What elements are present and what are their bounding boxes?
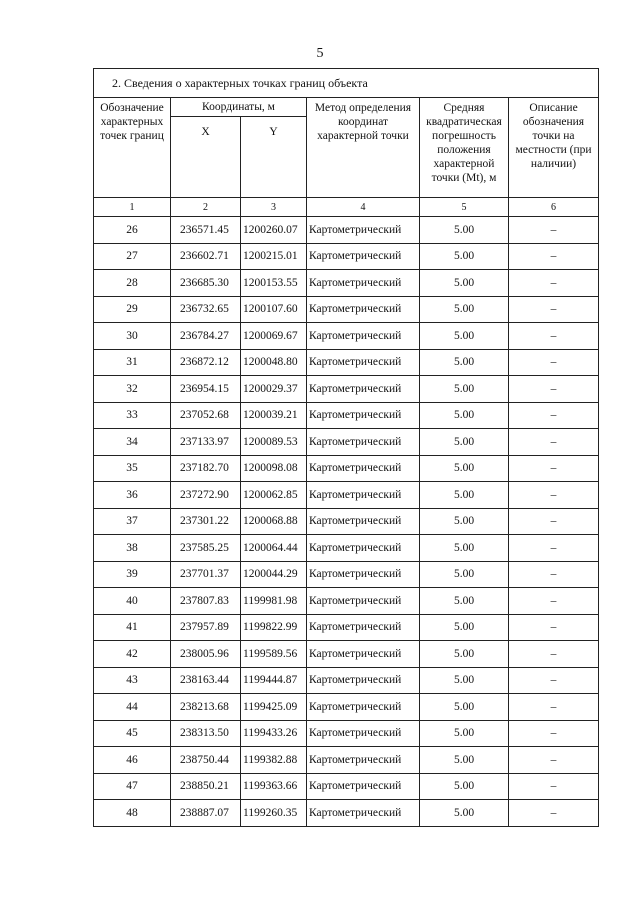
accuracy-cell: 5.00 [420,667,509,694]
column-number: 4 [307,198,420,217]
coord-x: 237301.22 [171,508,241,535]
point-id: 28 [94,270,171,297]
method-cell: Картометрический [307,773,420,800]
coord-y: 1199260.35 [241,800,307,827]
header-designation: Обозначение характерных точек границ [94,98,171,198]
coord-x: 236784.27 [171,323,241,350]
method-cell: Картометрический [307,561,420,588]
method-cell: Картометрический [307,455,420,482]
method-cell: Картометрический [307,402,420,429]
description-cell: – [509,588,599,615]
table-row [94,614,599,641]
coord-x: 236602.71 [171,243,241,270]
coord-y: 1200098.08 [241,455,307,482]
coord-y: 1200068.88 [241,508,307,535]
column-number: 1 [94,198,171,217]
coord-x: 238313.50 [171,720,241,747]
point-id: 33 [94,402,171,429]
accuracy-cell: 5.00 [420,217,509,244]
point-id: 27 [94,243,171,270]
description-cell: – [509,773,599,800]
header-coordinates: Координаты, м [171,98,307,117]
table-row [94,376,599,403]
coord-y: 1199433.26 [241,720,307,747]
accuracy-cell: 5.00 [420,747,509,774]
table-row [94,800,599,827]
coord-x: 238750.44 [171,747,241,774]
description-cell: – [509,455,599,482]
point-id: 35 [94,455,171,482]
table-row [94,402,599,429]
description-cell: – [509,349,599,376]
page-number: 5 [316,46,324,61]
coord-y: 1200029.37 [241,376,307,403]
table-row [94,323,599,350]
accuracy-cell: 5.00 [420,720,509,747]
coord-y: 1200260.07 [241,217,307,244]
table-row [94,455,599,482]
coord-y: 1200153.55 [241,270,307,297]
method-cell: Картометрический [307,508,420,535]
accuracy-cell: 5.00 [420,694,509,721]
method-cell: Картометрический [307,667,420,694]
method-cell: Картометрический [307,720,420,747]
coord-x: 237585.25 [171,535,241,562]
coord-y: 1199382.88 [241,747,307,774]
header-x: X [171,117,241,198]
accuracy-cell: 5.00 [420,349,509,376]
method-cell: Картометрический [307,747,420,774]
accuracy-cell: 5.00 [420,641,509,668]
point-id: 38 [94,535,171,562]
description-cell: – [509,429,599,456]
accuracy-cell: 5.00 [420,773,509,800]
description-cell: – [509,720,599,747]
table-row [94,296,599,323]
point-id: 30 [94,323,171,350]
point-id: 29 [94,296,171,323]
table-row [94,694,599,721]
coord-y: 1199822.99 [241,614,307,641]
description-cell: – [509,694,599,721]
coord-x: 238887.07 [171,800,241,827]
point-id: 40 [94,588,171,615]
coord-x: 236685.30 [171,270,241,297]
point-id: 32 [94,376,171,403]
method-cell: Картометрический [307,376,420,403]
point-id: 48 [94,800,171,827]
accuracy-cell: 5.00 [420,535,509,562]
accuracy-cell: 5.00 [420,588,509,615]
table-row [94,270,599,297]
accuracy-cell: 5.00 [420,243,509,270]
coord-y: 1200048.80 [241,349,307,376]
table-row [94,773,599,800]
table-row [94,641,599,668]
table-row [94,747,599,774]
accuracy-cell: 5.00 [420,296,509,323]
description-cell: – [509,614,599,641]
coord-y: 1200044.29 [241,561,307,588]
method-cell: Картометрический [307,614,420,641]
column-number: 6 [509,198,599,217]
table-row [94,508,599,535]
accuracy-cell: 5.00 [420,508,509,535]
coord-x: 237272.90 [171,482,241,509]
table-row [94,243,599,270]
description-cell: – [509,800,599,827]
point-id: 43 [94,667,171,694]
column-number: 2 [171,198,241,217]
column-number: 5 [420,198,509,217]
coord-y: 1199589.56 [241,641,307,668]
accuracy-cell: 5.00 [420,561,509,588]
header-accuracy: Средняя квадратическая погрешность положения характерной точки (Mt), м [420,98,509,198]
point-id: 46 [94,747,171,774]
column-number-row [94,198,599,217]
method-cell: Картометрический [307,323,420,350]
coord-x: 238163.44 [171,667,241,694]
section-title-row [94,69,599,98]
point-id: 41 [94,614,171,641]
description-cell: – [509,270,599,297]
table-row [94,217,599,244]
boundary-points-table [93,68,599,827]
accuracy-cell: 5.00 [420,402,509,429]
point-id: 42 [94,641,171,668]
coord-x: 237957.89 [171,614,241,641]
header-row [94,98,599,117]
header-description: Описание обозначения точки на местности (при наличии) [509,98,599,198]
points-table-body [94,217,599,827]
coord-y: 1200064.44 [241,535,307,562]
accuracy-cell: 5.00 [420,455,509,482]
method-cell: Картометрический [307,694,420,721]
method-cell: Картометрический [307,535,420,562]
table-row [94,349,599,376]
point-id: 47 [94,773,171,800]
description-cell: – [509,323,599,350]
method-cell: Картометрический [307,482,420,509]
coord-x: 236872.12 [171,349,241,376]
method-cell: Картометрический [307,588,420,615]
coord-y: 1200069.67 [241,323,307,350]
method-cell: Картометрический [307,429,420,456]
point-id: 34 [94,429,171,456]
coord-y: 1200107.60 [241,296,307,323]
description-cell: – [509,535,599,562]
coord-y: 1199444.87 [241,667,307,694]
coord-y: 1199363.66 [241,773,307,800]
coord-x: 237133.97 [171,429,241,456]
description-cell: – [509,561,599,588]
table-row [94,561,599,588]
accuracy-cell: 5.00 [420,429,509,456]
description-cell: – [509,747,599,774]
description-cell: – [509,243,599,270]
coord-x: 237807.83 [171,588,241,615]
accuracy-cell: 5.00 [420,376,509,403]
coord-y: 1199425.09 [241,694,307,721]
description-cell: – [509,641,599,668]
coord-x: 236954.15 [171,376,241,403]
coord-y: 1200215.01 [241,243,307,270]
point-id: 37 [94,508,171,535]
point-id: 44 [94,694,171,721]
header-y: Y [241,117,307,198]
description-cell: – [509,376,599,403]
method-cell: Картометрический [307,349,420,376]
coord-x: 238213.68 [171,694,241,721]
coord-x: 238850.21 [171,773,241,800]
table-row [94,535,599,562]
section-title: 2. Сведения о характерных точках границ объекта [94,69,599,98]
table-row [94,720,599,747]
accuracy-cell: 5.00 [420,800,509,827]
point-id: 45 [94,720,171,747]
column-number: 3 [241,198,307,217]
coord-x: 237052.68 [171,402,241,429]
table-row [94,667,599,694]
coord-y: 1200089.53 [241,429,307,456]
point-id: 26 [94,217,171,244]
coord-x: 237701.37 [171,561,241,588]
accuracy-cell: 5.00 [420,482,509,509]
coord-x: 236732.65 [171,296,241,323]
coord-x: 237182.70 [171,455,241,482]
description-cell: – [509,402,599,429]
coord-y: 1199981.98 [241,588,307,615]
coord-x: 236571.45 [171,217,241,244]
accuracy-cell: 5.00 [420,323,509,350]
point-id: 36 [94,482,171,509]
header-method: Метод определения координат характерной точки [307,98,420,198]
point-id: 39 [94,561,171,588]
description-cell: – [509,296,599,323]
accuracy-cell: 5.00 [420,614,509,641]
method-cell: Картометрический [307,243,420,270]
table-row [94,588,599,615]
table-row [94,429,599,456]
method-cell: Картометрический [307,296,420,323]
description-cell: – [509,667,599,694]
accuracy-cell: 5.00 [420,270,509,297]
method-cell: Картометрический [307,800,420,827]
coord-y: 1200062.85 [241,482,307,509]
coord-y: 1200039.21 [241,402,307,429]
description-cell: – [509,482,599,509]
method-cell: Картометрический [307,217,420,244]
table-row [94,482,599,509]
description-cell: – [509,508,599,535]
description-cell: – [509,217,599,244]
method-cell: Картометрический [307,641,420,668]
method-cell: Картометрический [307,270,420,297]
coord-x: 238005.96 [171,641,241,668]
point-id: 31 [94,349,171,376]
